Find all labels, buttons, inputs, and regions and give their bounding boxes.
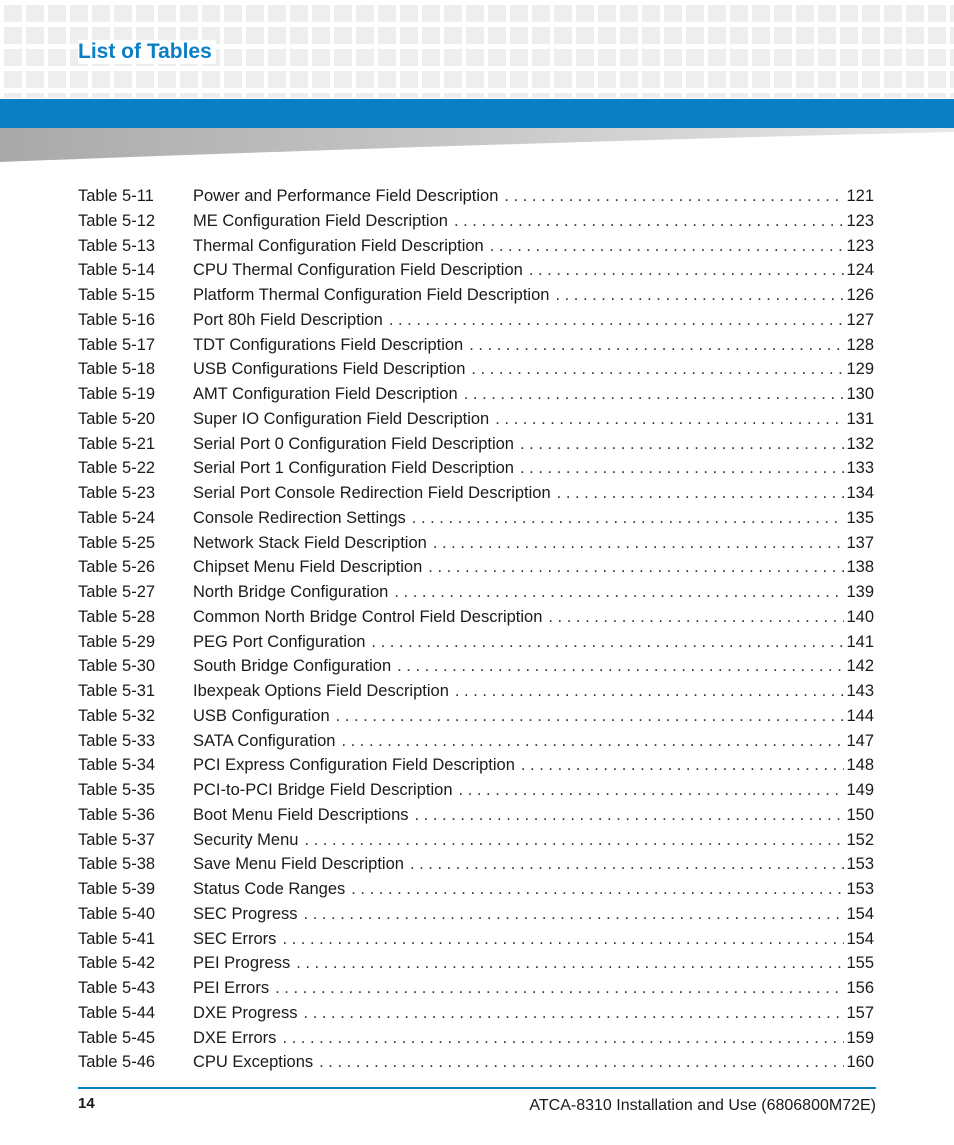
toc-entry-title: PCI-to-PCI Bridge Field Description <box>193 781 453 799</box>
toc-entry-title: Thermal Configuration Field Description <box>193 236 484 255</box>
toc-entry-title: Port 80h Field Description <box>193 310 383 329</box>
toc-entry-page: 154 <box>846 904 874 923</box>
toc-entry-label: Table 5-13 <box>78 236 156 255</box>
toc-entry[interactable] <box>78 877 874 902</box>
toc-entry-title: Common North Bridge Control Field Description <box>193 607 543 626</box>
toc-entry[interactable] <box>78 605 874 630</box>
toc-entry-title: SEC Errors <box>193 929 277 948</box>
toc-entry-title: Serial Port Console Redirection Field Description <box>193 484 551 502</box>
toc-dot-leader <box>464 382 844 407</box>
toc-entry[interactable] <box>78 481 874 506</box>
toc-entry-page: 144 <box>846 706 874 725</box>
toc-entry-page: 126 <box>846 286 874 304</box>
toc-entry-page: 130 <box>846 385 874 403</box>
toc-dot-leader <box>548 605 844 630</box>
toc-dot-leader <box>410 852 844 877</box>
header-blue-band <box>0 99 954 128</box>
toc-entry-page: 128 <box>846 335 874 354</box>
toc-dot-leader <box>469 333 844 358</box>
toc-entry[interactable] <box>78 308 874 333</box>
toc-entry-title: CPU Thermal Configuration Field Description <box>193 261 523 280</box>
page-title: List of Tables <box>78 40 216 64</box>
toc-entry[interactable] <box>78 407 874 432</box>
toc-entry[interactable] <box>78 234 874 259</box>
toc-entry-page: 142 <box>846 657 874 676</box>
toc-entry-label: Table 5-45 <box>78 1028 156 1047</box>
toc-entry-label: Table 5-16 <box>78 310 156 329</box>
toc-entry[interactable] <box>78 580 874 605</box>
toc-dot-leader <box>304 828 844 853</box>
toc-dot-leader <box>394 580 844 605</box>
toc-entry[interactable] <box>78 729 874 754</box>
toc-entry-label: Table 5-42 <box>78 954 156 973</box>
toc-dot-leader <box>555 283 844 308</box>
toc-entry-title: Save Menu Field Description <box>193 855 404 874</box>
toc-dot-leader <box>521 753 844 778</box>
toc-entry-page: 157 <box>846 1003 874 1022</box>
page-number: 14 <box>78 1095 95 1112</box>
toc-entry-page: 150 <box>846 805 874 824</box>
toc-entry-page: 139 <box>846 583 874 601</box>
toc-entry-title: South Bridge Configuration <box>193 657 392 676</box>
toc-entry-label: Table 5-44 <box>78 1003 156 1022</box>
toc-dot-leader <box>459 778 844 803</box>
toc-entry-page: 148 <box>846 756 874 775</box>
toc-entry-title: TDT Configurations Field Description <box>193 335 464 354</box>
toc-dot-leader <box>520 432 844 457</box>
toc-entry[interactable] <box>78 778 874 803</box>
toc-dot-leader <box>490 234 844 259</box>
toc-dot-leader <box>471 357 844 382</box>
toc-entry-title: AMT Configuration Field Description <box>193 385 458 403</box>
toc-entry-page: 123 <box>846 236 874 255</box>
toc-entry-page: 124 <box>846 261 874 280</box>
toc-entry-title: Security Menu <box>193 830 299 849</box>
toc-entry-label: Table 5-31 <box>78 682 156 700</box>
toc-entry[interactable] <box>78 209 874 234</box>
toc-entry-page: 154 <box>846 929 874 948</box>
toc-entry[interactable] <box>78 976 874 1001</box>
toc-entry-label: Table 5-26 <box>78 558 156 577</box>
toc-entry-title: Serial Port 1 Configuration Field Description <box>193 459 514 478</box>
toc-entry-label: Table 5-17 <box>78 335 156 354</box>
toc-entry-label: Table 5-20 <box>78 409 156 428</box>
toc-dot-leader <box>495 407 844 432</box>
toc-entry-label: Table 5-35 <box>78 781 156 799</box>
toc-entry-label: Table 5-18 <box>78 360 156 379</box>
toc-entry-page: 121 <box>846 187 874 205</box>
toc-dot-leader <box>304 1001 844 1026</box>
toc-entry-label: Table 5-22 <box>78 459 156 478</box>
toc-entry-title: Super IO Configuration Field Description <box>193 409 490 428</box>
toc-entry[interactable] <box>78 382 874 407</box>
toc-entry[interactable] <box>78 258 874 283</box>
toc-entry-title: ME Configuration Field Description <box>193 211 448 230</box>
toc-entry-page: 153 <box>846 880 874 898</box>
toc-dot-leader <box>428 555 844 580</box>
toc-entry-label: Table 5-28 <box>78 607 156 626</box>
toc-entry-title: CPU Exceptions <box>193 1053 314 1072</box>
toc-entry-label: Table 5-24 <box>78 508 156 527</box>
toc-entry-page: 129 <box>846 360 874 379</box>
toc-entry[interactable] <box>78 333 874 358</box>
toc-entry-label: Table 5-34 <box>78 756 156 775</box>
toc-dot-leader <box>341 729 844 754</box>
toc-entry-title: PEG Port Configuration <box>193 632 366 651</box>
toc-entry-title: Platform Thermal Configuration Field Description <box>193 286 550 304</box>
toc-entry-page: 159 <box>846 1028 874 1047</box>
toc-entry-title: Console Redirection Settings <box>193 508 406 527</box>
toc-entry-label: Table 5-11 <box>78 187 154 205</box>
toc-dot-leader <box>351 877 844 902</box>
toc-entry[interactable] <box>78 184 874 209</box>
toc-entry-label: Table 5-40 <box>78 904 156 923</box>
toc-entry-page: 133 <box>846 459 874 478</box>
toc-entry[interactable] <box>78 555 874 580</box>
toc-dot-leader <box>415 803 844 828</box>
toc-entry-label: Table 5-25 <box>78 533 156 552</box>
toc-entry-page: 155 <box>846 954 874 973</box>
toc-entry-label: Table 5-38 <box>78 855 156 874</box>
header-grey-swoosh <box>0 128 954 164</box>
toc-entry[interactable] <box>78 803 874 828</box>
toc-dot-leader <box>529 258 844 283</box>
toc-entry-page: 135 <box>846 508 874 527</box>
toc-entry-page: 152 <box>846 830 874 849</box>
toc-entry-page: 156 <box>846 979 874 997</box>
toc-entry-page: 160 <box>846 1053 874 1072</box>
toc-entry-title: DXE Progress <box>193 1003 298 1022</box>
toc-entry-label: Table 5-29 <box>78 632 156 651</box>
footer-rule <box>78 1087 876 1089</box>
toc-entry-page: 143 <box>846 682 874 700</box>
toc-entry[interactable] <box>78 432 874 457</box>
toc-entry[interactable] <box>78 951 874 976</box>
toc-entry-page: 138 <box>846 558 874 577</box>
toc-entry-label: Table 5-15 <box>78 286 156 304</box>
toc-dot-leader <box>282 927 844 952</box>
toc-entry-label: Table 5-19 <box>78 385 156 403</box>
toc-entry-page: 153 <box>846 855 874 874</box>
toc-dot-leader <box>275 976 844 1001</box>
toc-dot-leader <box>296 951 844 976</box>
toc-entry-label: Table 5-32 <box>78 706 156 725</box>
toc-entry[interactable] <box>78 1050 874 1075</box>
toc-entry-page: 147 <box>846 731 874 750</box>
toc-entry-title: USB Configuration <box>193 706 330 725</box>
toc-entry-title: Serial Port 0 Configuration Field Description <box>193 434 514 453</box>
toc-dot-leader <box>319 1050 844 1075</box>
toc-entry-label: Table 5-46 <box>78 1053 156 1072</box>
toc-entry-page: 140 <box>846 607 874 626</box>
toc-entry-title: USB Configurations Field Description <box>193 360 466 379</box>
toc-entry-title: Power and Performance Field Description <box>193 187 499 205</box>
toc-dot-leader <box>504 184 844 209</box>
toc-entry[interactable] <box>78 679 874 704</box>
toc-entry[interactable] <box>78 852 874 877</box>
toc-dot-leader <box>557 481 844 506</box>
toc-entry[interactable] <box>78 531 874 556</box>
toc-dot-leader <box>433 531 844 556</box>
toc-entry[interactable] <box>78 506 874 531</box>
toc-entry-label: Table 5-21 <box>78 434 156 453</box>
toc-entry-title: Network Stack Field Description <box>193 533 427 552</box>
toc-dot-leader <box>412 506 844 531</box>
toc-entry[interactable] <box>78 630 874 655</box>
toc-entry-label: Table 5-27 <box>78 583 156 601</box>
toc-dot-leader <box>389 308 844 333</box>
toc-dot-leader <box>304 902 844 927</box>
toc-entry-title: Boot Menu Field Descriptions <box>193 805 409 824</box>
toc-entry[interactable] <box>78 357 874 382</box>
toc-entry-title: SEC Progress <box>193 904 298 923</box>
toc-entry[interactable] <box>78 456 874 481</box>
toc-entry-label: Table 5-39 <box>78 880 156 898</box>
toc-entry-label: Table 5-33 <box>78 731 156 750</box>
toc-entry-page: 137 <box>846 533 874 552</box>
toc-dot-leader <box>454 209 844 234</box>
toc-dot-leader <box>282 1026 844 1051</box>
toc-entry[interactable] <box>78 902 874 927</box>
toc-entry[interactable] <box>78 927 874 952</box>
toc-entry-title: SATA Configuration <box>193 731 336 750</box>
toc-entry[interactable] <box>78 283 874 308</box>
toc-entry-page: 123 <box>846 211 874 230</box>
toc-entry-label: Table 5-14 <box>78 261 156 280</box>
toc-entry-title: PEI Errors <box>193 979 270 997</box>
toc-entry-label: Table 5-43 <box>78 979 156 997</box>
toc-dot-leader <box>397 654 844 679</box>
toc-entry-page: 127 <box>846 310 874 329</box>
toc-dot-leader <box>520 456 844 481</box>
toc-entry-page: 132 <box>846 434 874 453</box>
toc-entry-title: PCI Express Configuration Field Description <box>193 756 515 775</box>
toc-entry[interactable] <box>78 1026 874 1051</box>
toc-entry-title: Ibexpeak Options Field Description <box>193 682 449 700</box>
toc-entry-page: 131 <box>846 409 874 428</box>
toc-entry-label: Table 5-30 <box>78 657 156 676</box>
toc-dot-leader <box>371 630 844 655</box>
toc-dot-leader <box>455 679 844 704</box>
toc-entry-title: North Bridge Configuration <box>193 583 389 601</box>
toc-entry[interactable] <box>78 828 874 853</box>
toc-entry-label: Table 5-36 <box>78 805 156 824</box>
toc-entry-title: Chipset Menu Field Description <box>193 558 423 577</box>
toc-entry[interactable] <box>78 753 874 778</box>
toc-entry-label: Table 5-23 <box>78 484 156 502</box>
toc-entry-title: Status Code Ranges <box>193 880 346 898</box>
toc-entry-page: 134 <box>846 484 874 502</box>
toc-entry[interactable] <box>78 1001 874 1026</box>
toc-entry-title: PEI Progress <box>193 954 291 973</box>
toc-entry-page: 149 <box>846 781 874 799</box>
toc-entry-label: Table 5-41 <box>78 929 156 948</box>
list-of-tables <box>78 184 874 1075</box>
toc-entry[interactable] <box>78 704 874 729</box>
toc-dot-leader <box>336 704 844 729</box>
toc-entry-page: 141 <box>846 632 874 651</box>
toc-entry-label: Table 5-37 <box>78 830 156 849</box>
toc-entry-title: DXE Errors <box>193 1028 277 1047</box>
toc-entry[interactable] <box>78 654 874 679</box>
toc-entry-label: Table 5-12 <box>78 211 156 230</box>
document-identifier: ATCA-8310 Installation and Use (6806800M72E) <box>529 1097 876 1114</box>
